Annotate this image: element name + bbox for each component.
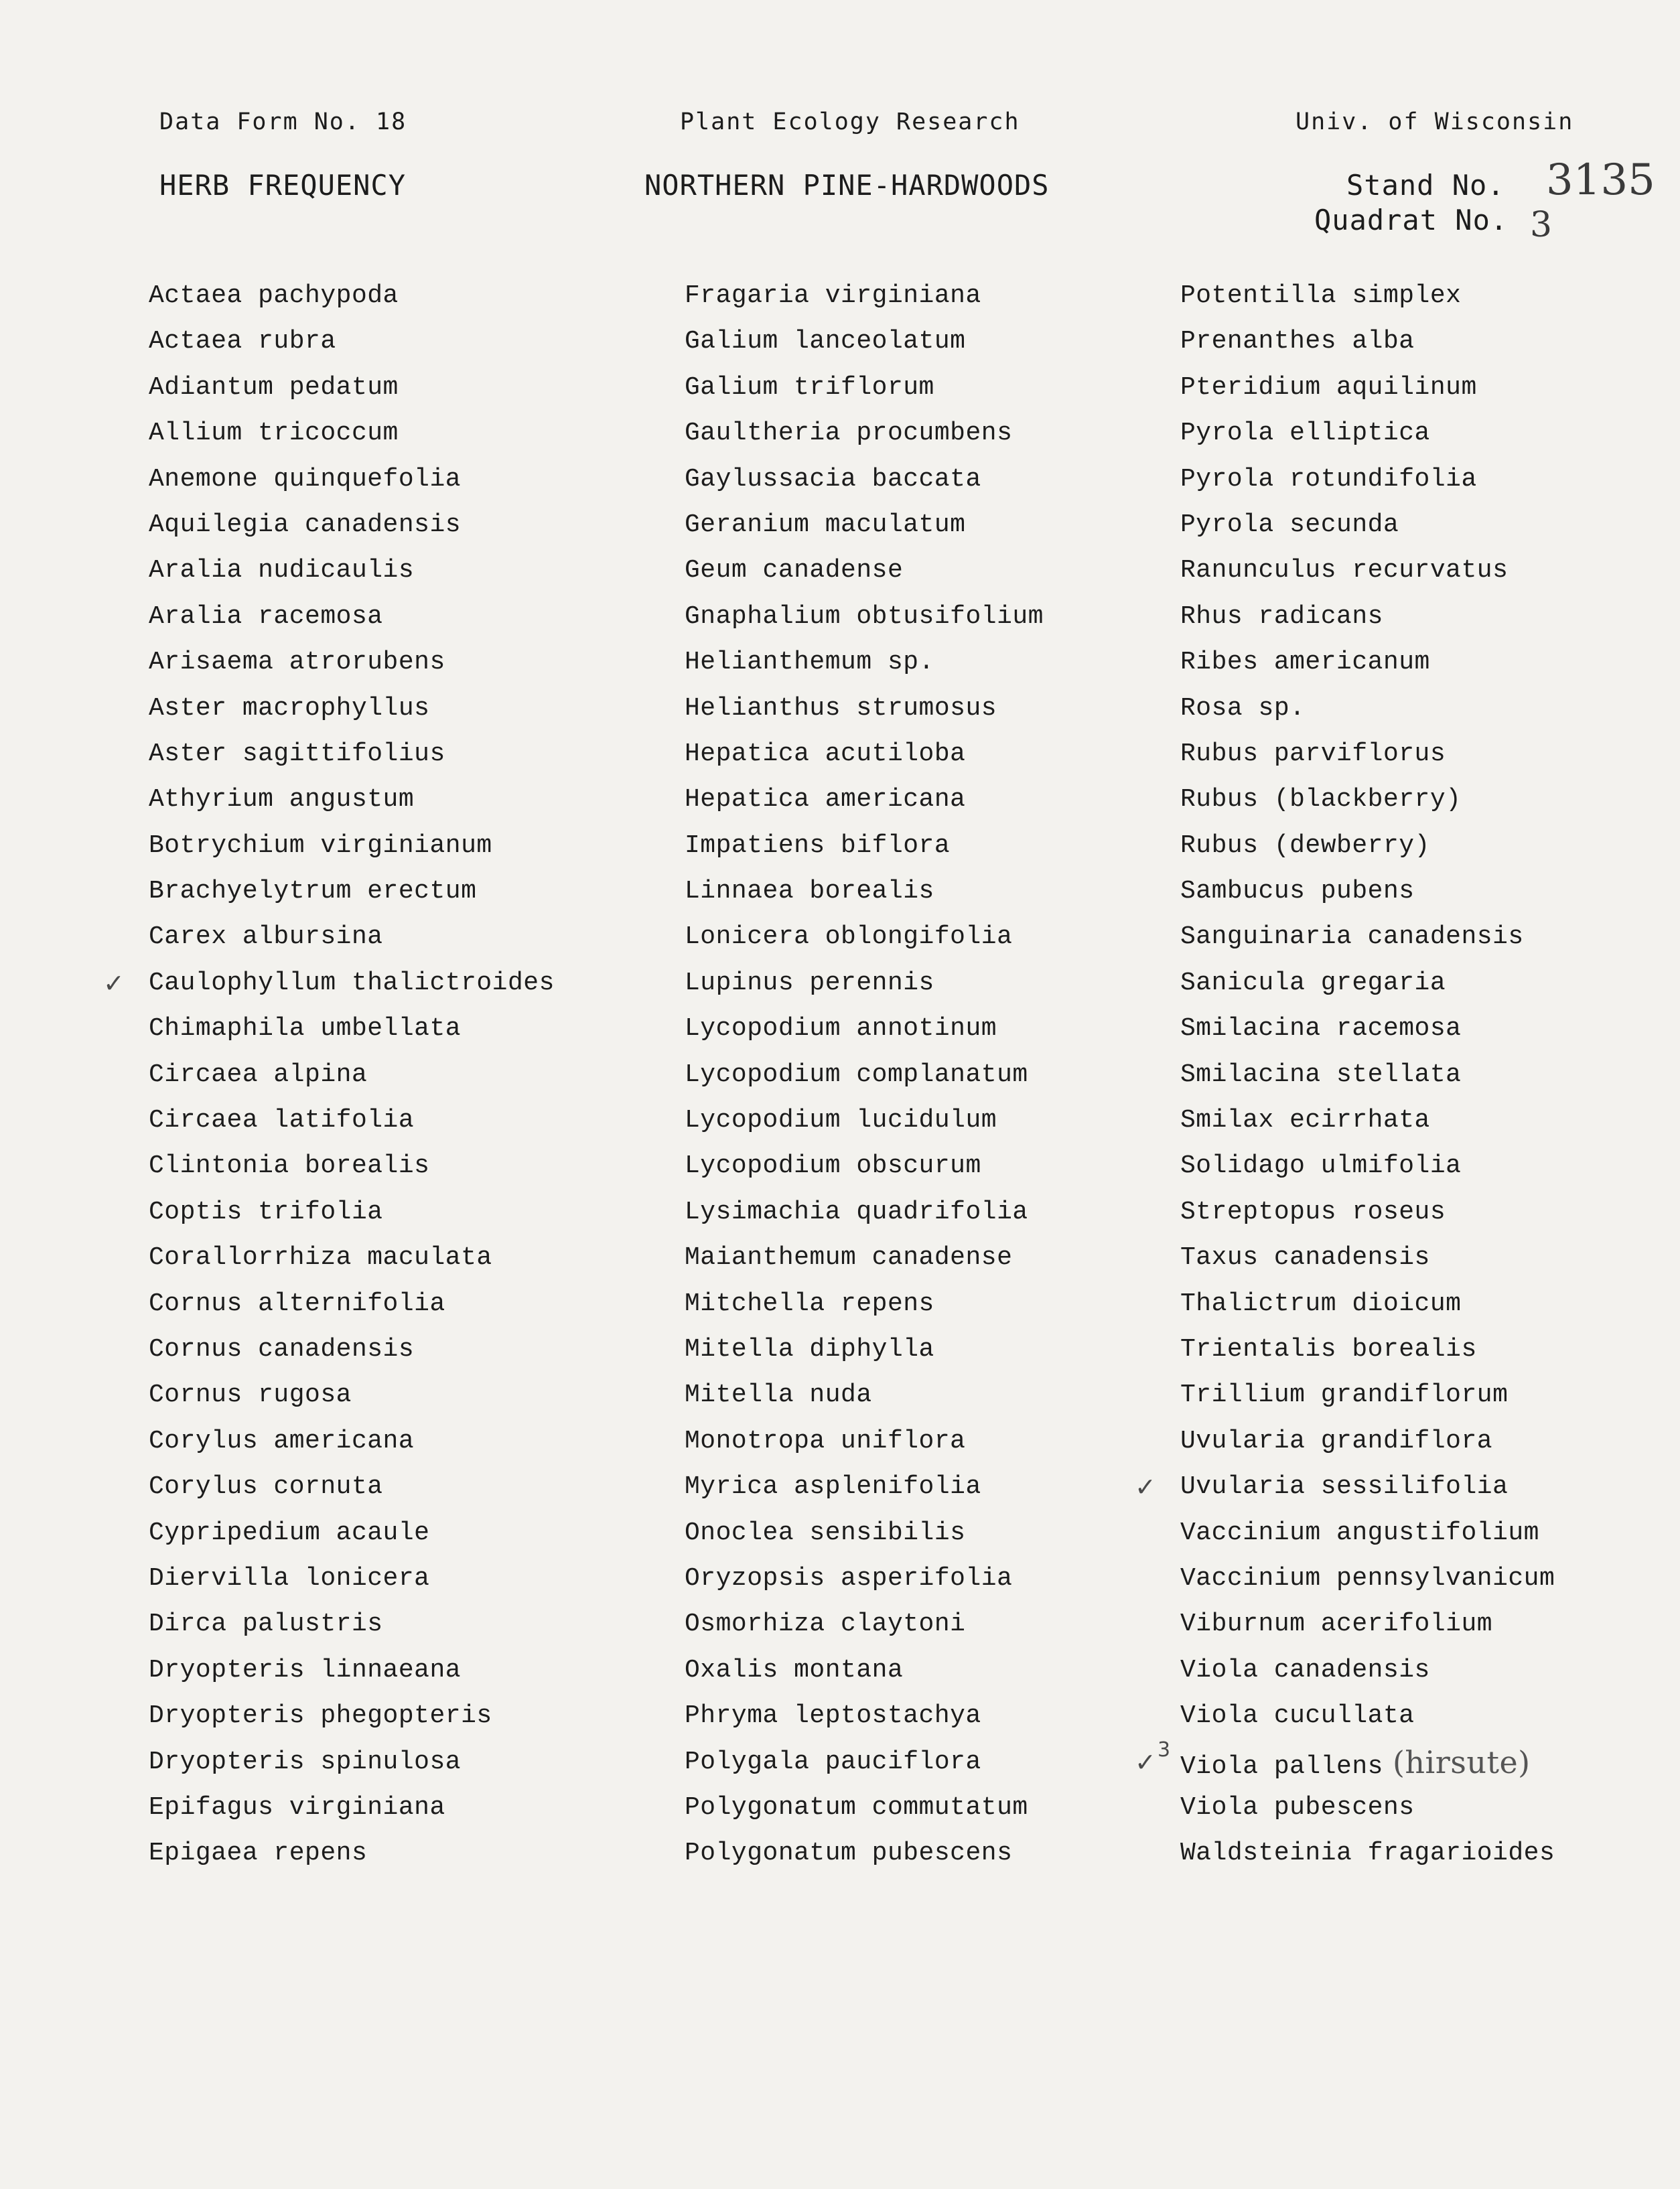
- species-item: [1180, 640, 1555, 685]
- species-name: Dryopteris spinulosa: [149, 1747, 462, 1776]
- species-name: Cornus rugosa: [149, 1381, 352, 1410]
- species-name: Potentilla simplex: [1180, 281, 1462, 310]
- species-name: Mitella nuda: [685, 1381, 872, 1410]
- species-item: [149, 1464, 555, 1510]
- species-item: [685, 1464, 1044, 1510]
- species-name: Lysimachia quadrifolia: [685, 1197, 1028, 1226]
- species-item: [149, 869, 555, 914]
- species-name: Mitchella repens: [685, 1289, 934, 1318]
- species-item: [1180, 1006, 1555, 1052]
- species-item: [149, 1648, 555, 1693]
- species-name: Allium tricoccum: [149, 419, 399, 448]
- species-item: [685, 1281, 1044, 1327]
- species-item: [685, 273, 1044, 319]
- species-name: Galium triflorum: [685, 372, 934, 402]
- species-item: [685, 365, 1044, 411]
- species-item: [685, 777, 1044, 823]
- species-item: [1135, 1464, 1555, 1510]
- species-name: Chimaphila umbellata: [149, 1014, 462, 1044]
- species-name: Aquilegia canadensis: [149, 510, 462, 539]
- organization: Plant Ecology Research: [680, 109, 1020, 135]
- species-name: Lonicera oblongifolia: [685, 922, 1013, 952]
- species-item: [685, 1648, 1044, 1693]
- species-item: [149, 1740, 555, 1785]
- species-item: [149, 1143, 555, 1189]
- species-name: Rubus parviflorus: [1180, 739, 1446, 768]
- species-name: Polygonatum pubescens: [685, 1839, 1013, 1868]
- species-item: [1180, 273, 1555, 319]
- species-item: [1180, 1098, 1555, 1143]
- species-name: Coptis trifolia: [149, 1197, 383, 1226]
- species-item: [1180, 823, 1555, 869]
- species-item: [149, 1556, 555, 1602]
- species-name: Maianthemum canadense: [685, 1243, 1013, 1273]
- species-name: Phryma leptostachya: [685, 1701, 981, 1731]
- species-name: Geranium maculatum: [685, 510, 966, 539]
- species-name: Botrychium virginianum: [149, 831, 492, 860]
- species-item: [149, 319, 555, 364]
- species-item: [149, 777, 555, 823]
- species-item: [1135, 1738, 1555, 1785]
- species-item: [149, 731, 555, 777]
- form-number: Data Form No. 18: [159, 109, 407, 135]
- species-item: [149, 548, 555, 593]
- species-item: [685, 731, 1044, 777]
- species-name: Actaea pachypoda: [149, 281, 399, 310]
- species-name: Solidago ulmifolia: [1180, 1151, 1462, 1181]
- species-name: Gaylussacia baccata: [685, 464, 981, 494]
- species-name: Polygonatum commutatum: [685, 1792, 1028, 1822]
- species-item: [685, 1098, 1044, 1143]
- species-item: [149, 365, 555, 411]
- species-item: [685, 1510, 1044, 1556]
- species-item: [1180, 1143, 1555, 1189]
- species-name: Pyrola elliptica: [1180, 419, 1430, 448]
- species-name: Pyrola secunda: [1180, 510, 1399, 539]
- species-item: [685, 411, 1044, 456]
- species-item: [149, 411, 555, 456]
- species-name: Cornus canadensis: [149, 1334, 415, 1364]
- species-name: Cornus alternifolia: [149, 1289, 445, 1318]
- species-name: Rubus (blackberry): [1180, 785, 1462, 815]
- species-name: Gaultheria procumbens: [685, 419, 1013, 448]
- species-item: [685, 594, 1044, 640]
- species-item: [1180, 1419, 1555, 1464]
- species-item: [685, 1052, 1044, 1098]
- species-name: Viola canadensis: [1180, 1655, 1430, 1685]
- species-name: Gnaphalium obtusifolium: [685, 602, 1044, 631]
- species-item: [149, 502, 555, 548]
- species-name: Aralia racemosa: [149, 602, 383, 631]
- species-name: Epigaea repens: [149, 1839, 368, 1868]
- species-item: [685, 1327, 1044, 1372]
- species-item: [685, 457, 1044, 502]
- species-name: Rosa sp.: [1180, 693, 1306, 723]
- species-name: Hepatica americana: [685, 785, 966, 815]
- species-name: Viola cucullata: [1180, 1701, 1415, 1731]
- species-name: Waldsteinia fragarioides: [1180, 1839, 1555, 1868]
- species-name: Dryopteris phegopteris: [149, 1701, 492, 1731]
- species-name: Clintonia borealis: [149, 1151, 430, 1181]
- species-item: [1180, 1281, 1555, 1327]
- species-name: Oxalis montana: [685, 1655, 904, 1685]
- species-name: Vaccinium angustifolium: [1180, 1518, 1539, 1547]
- species-column-2: [685, 273, 1044, 1877]
- species-item: [1180, 869, 1555, 914]
- species-item: [1180, 1556, 1555, 1602]
- species-name: Helianthus strumosus: [685, 693, 997, 723]
- university: Univ. of Wisconsin: [1296, 109, 1574, 135]
- species-item: [1180, 961, 1555, 1006]
- species-name: Galium lanceolatum: [685, 327, 966, 356]
- species-item: [1180, 914, 1555, 960]
- species-name: Pteridium aquilinum: [1180, 372, 1477, 402]
- species-item: [149, 914, 555, 960]
- species-item: [1180, 1510, 1555, 1556]
- species-name: Sanguinaria canadensis: [1180, 922, 1524, 952]
- species-name: Onoclea sensibilis: [685, 1518, 966, 1547]
- species-name: Lupinus perennis: [685, 968, 934, 997]
- species-item: [149, 823, 555, 869]
- species-item: [685, 548, 1044, 593]
- species-name: Fragaria virginiana: [685, 281, 981, 310]
- species-item: [149, 1602, 555, 1647]
- species-name: Diervilla lonicera: [149, 1563, 430, 1593]
- species-item: [1180, 319, 1555, 364]
- stand-number: 3135: [1546, 155, 1655, 205]
- species-item: [685, 1740, 1044, 1785]
- species-name: Corylus cornuta: [149, 1472, 383, 1502]
- species-item: [149, 1419, 555, 1464]
- species-name: Lycopodium lucidulum: [685, 1106, 997, 1135]
- species-item: [685, 1372, 1044, 1418]
- species-item: [685, 640, 1044, 685]
- species-item: [149, 1785, 555, 1831]
- species-name: Dryopteris linnaeana: [149, 1655, 462, 1685]
- species-name: Aralia nudicaulis: [149, 556, 415, 585]
- stand-label: Stand No.: [1346, 169, 1505, 202]
- species-name: Hepatica acutiloba: [685, 739, 966, 768]
- species-item: [1180, 411, 1555, 456]
- species-item: [149, 1510, 555, 1556]
- species-name: Aster macrophyllus: [149, 693, 430, 723]
- species-name: Rubus (dewberry): [1180, 831, 1430, 860]
- community-type: NORTHERN PINE-HARDWOODS: [644, 169, 1050, 202]
- species-item: [685, 1785, 1044, 1831]
- species-name: Osmorhiza claytoni: [685, 1610, 966, 1639]
- species-column-3: [1135, 273, 1555, 1877]
- species-name: Viola pallens: [1180, 1752, 1383, 1781]
- species-name: Pyrola rotundifolia: [1180, 464, 1477, 494]
- species-name: Adiantum pedatum: [149, 372, 399, 402]
- quadrat-number: 3: [1530, 205, 1553, 245]
- species-item: [149, 1098, 555, 1143]
- species-item: [1180, 1372, 1555, 1418]
- species-name: Anemone quinquefolia: [149, 464, 462, 494]
- species-name: Viburnum acerifolium: [1180, 1610, 1493, 1639]
- species-item: [685, 1556, 1044, 1602]
- species-item: [1180, 1693, 1555, 1739]
- species-item: [149, 1372, 555, 1418]
- species-name: Streptopus roseus: [1180, 1197, 1446, 1226]
- species-name: Aster sagittifolius: [149, 739, 445, 768]
- species-item: [149, 1190, 555, 1235]
- species-name: Prenanthes alba: [1180, 327, 1415, 356]
- species-name: Geum canadense: [685, 556, 904, 585]
- species-name: Epifagus virginiana: [149, 1792, 445, 1822]
- species-item: [149, 1235, 555, 1281]
- species-item: [685, 961, 1044, 1006]
- species-name: Caulophyllum thalictroides: [149, 968, 555, 997]
- species-name: Trillium grandiflorum: [1180, 1381, 1509, 1410]
- species-item: [149, 1281, 555, 1327]
- species-item: [1180, 457, 1555, 502]
- species-item: [685, 319, 1044, 364]
- species-name: Myrica asplenifolia: [685, 1472, 981, 1502]
- species-name: Cypripedium acaule: [149, 1518, 430, 1547]
- check-mark-icon: ✓: [1135, 1747, 1157, 1777]
- species-name: Smilax ecirrhata: [1180, 1106, 1430, 1135]
- species-name: Rhus radicans: [1180, 602, 1383, 631]
- species-name: Mitella diphylla: [685, 1334, 934, 1364]
- species-item: [685, 823, 1044, 869]
- species-item: [149, 1831, 555, 1876]
- species-item: [685, 1143, 1044, 1189]
- species-item: [685, 869, 1044, 914]
- species-column-1: [103, 273, 555, 1877]
- species-item: [149, 1006, 555, 1052]
- species-name: Linnaea borealis: [685, 877, 934, 906]
- species-name: Smilacina stellata: [1180, 1060, 1462, 1089]
- species-item: [1180, 731, 1555, 777]
- species-item: [685, 1190, 1044, 1235]
- quadrat-label: Quadrat No.: [1314, 204, 1509, 236]
- species-name: Athyrium angustum: [149, 785, 415, 815]
- species-name: Circaea alpina: [149, 1060, 368, 1089]
- species-item: [1180, 502, 1555, 548]
- species-item: [1180, 1831, 1555, 1876]
- species-item: [685, 1602, 1044, 1647]
- check-mark-icon: ✓: [103, 968, 125, 998]
- species-item: [685, 1235, 1044, 1281]
- species-name: Oryzopsis asperifolia: [685, 1563, 1013, 1593]
- species-name: Helianthemum sp.: [685, 648, 934, 677]
- species-name: Ribes americanum: [1180, 648, 1430, 677]
- species-name: Carex albursina: [149, 922, 383, 952]
- species-item: [1180, 777, 1555, 823]
- species-item: [103, 961, 555, 1006]
- species-name: Lycopodium complanatum: [685, 1060, 1028, 1089]
- species-item: [1180, 686, 1555, 731]
- species-item: [1180, 1235, 1555, 1281]
- species-item: [685, 1831, 1044, 1876]
- species-item: [149, 273, 555, 319]
- species-name: Corylus americana: [149, 1426, 415, 1456]
- species-name: Sambucus pubens: [1180, 877, 1415, 906]
- species-item: [685, 686, 1044, 731]
- species-item: [685, 914, 1044, 960]
- species-item: [149, 1327, 555, 1372]
- species-name: Trientalis borealis: [1180, 1334, 1477, 1364]
- species-item: [1180, 1785, 1555, 1831]
- species-name: Monotropa uniflora: [685, 1426, 966, 1456]
- species-name: Thalictrum dioicum: [1180, 1289, 1462, 1318]
- species-name: Arisaema atrorubens: [149, 648, 445, 677]
- species-item: [1180, 1602, 1555, 1647]
- species-item: [1180, 1052, 1555, 1098]
- check-count: 3: [1158, 1738, 1171, 1762]
- species-item: [149, 457, 555, 502]
- species-item: [149, 1052, 555, 1098]
- species-item: [1180, 548, 1555, 593]
- species-item: [1180, 365, 1555, 411]
- species-name: Circaea latifolia: [149, 1106, 415, 1135]
- species-name: Uvularia grandiflora: [1180, 1426, 1493, 1456]
- species-name: Actaea rubra: [149, 327, 336, 356]
- species-item: [1180, 594, 1555, 640]
- species-name: Polygala pauciflora: [685, 1747, 981, 1776]
- species-name: Impatiens biflora: [685, 831, 951, 860]
- species-name: Viola pubescens: [1180, 1792, 1415, 1822]
- species-name: Lycopodium annotinum: [685, 1014, 997, 1044]
- species-name: Dirca palustris: [149, 1610, 383, 1639]
- species-item: [149, 640, 555, 685]
- species-item: [149, 1693, 555, 1739]
- species-name: Uvularia sessilifolia: [1180, 1472, 1509, 1502]
- species-name: Corallorrhiza maculata: [149, 1243, 492, 1273]
- species-item: [1180, 1190, 1555, 1235]
- check-mark-icon: ✓: [1135, 1472, 1157, 1502]
- species-item: [1180, 1648, 1555, 1693]
- species-item: [685, 1693, 1044, 1739]
- species-item: [1180, 1327, 1555, 1372]
- species-name: Vaccinium pennsylvanicum: [1180, 1563, 1555, 1593]
- species-name: Lycopodium obscurum: [685, 1151, 981, 1181]
- species-name: Taxus canadensis: [1180, 1243, 1430, 1273]
- species-item: [685, 502, 1044, 548]
- species-item: [149, 594, 555, 640]
- species-item: [685, 1006, 1044, 1052]
- species-item: [685, 1419, 1044, 1464]
- species-name: Smilacina racemosa: [1180, 1014, 1462, 1044]
- species-name: Ranunculus recurvatus: [1180, 556, 1509, 585]
- species-name: Brachyelytrum erectum: [149, 877, 477, 906]
- species-name: Sanicula gregaria: [1180, 968, 1446, 997]
- handwritten-annotation: (hirsute): [1392, 1744, 1531, 1780]
- form-title: HERB FREQUENCY: [159, 169, 407, 202]
- species-item: [149, 686, 555, 731]
